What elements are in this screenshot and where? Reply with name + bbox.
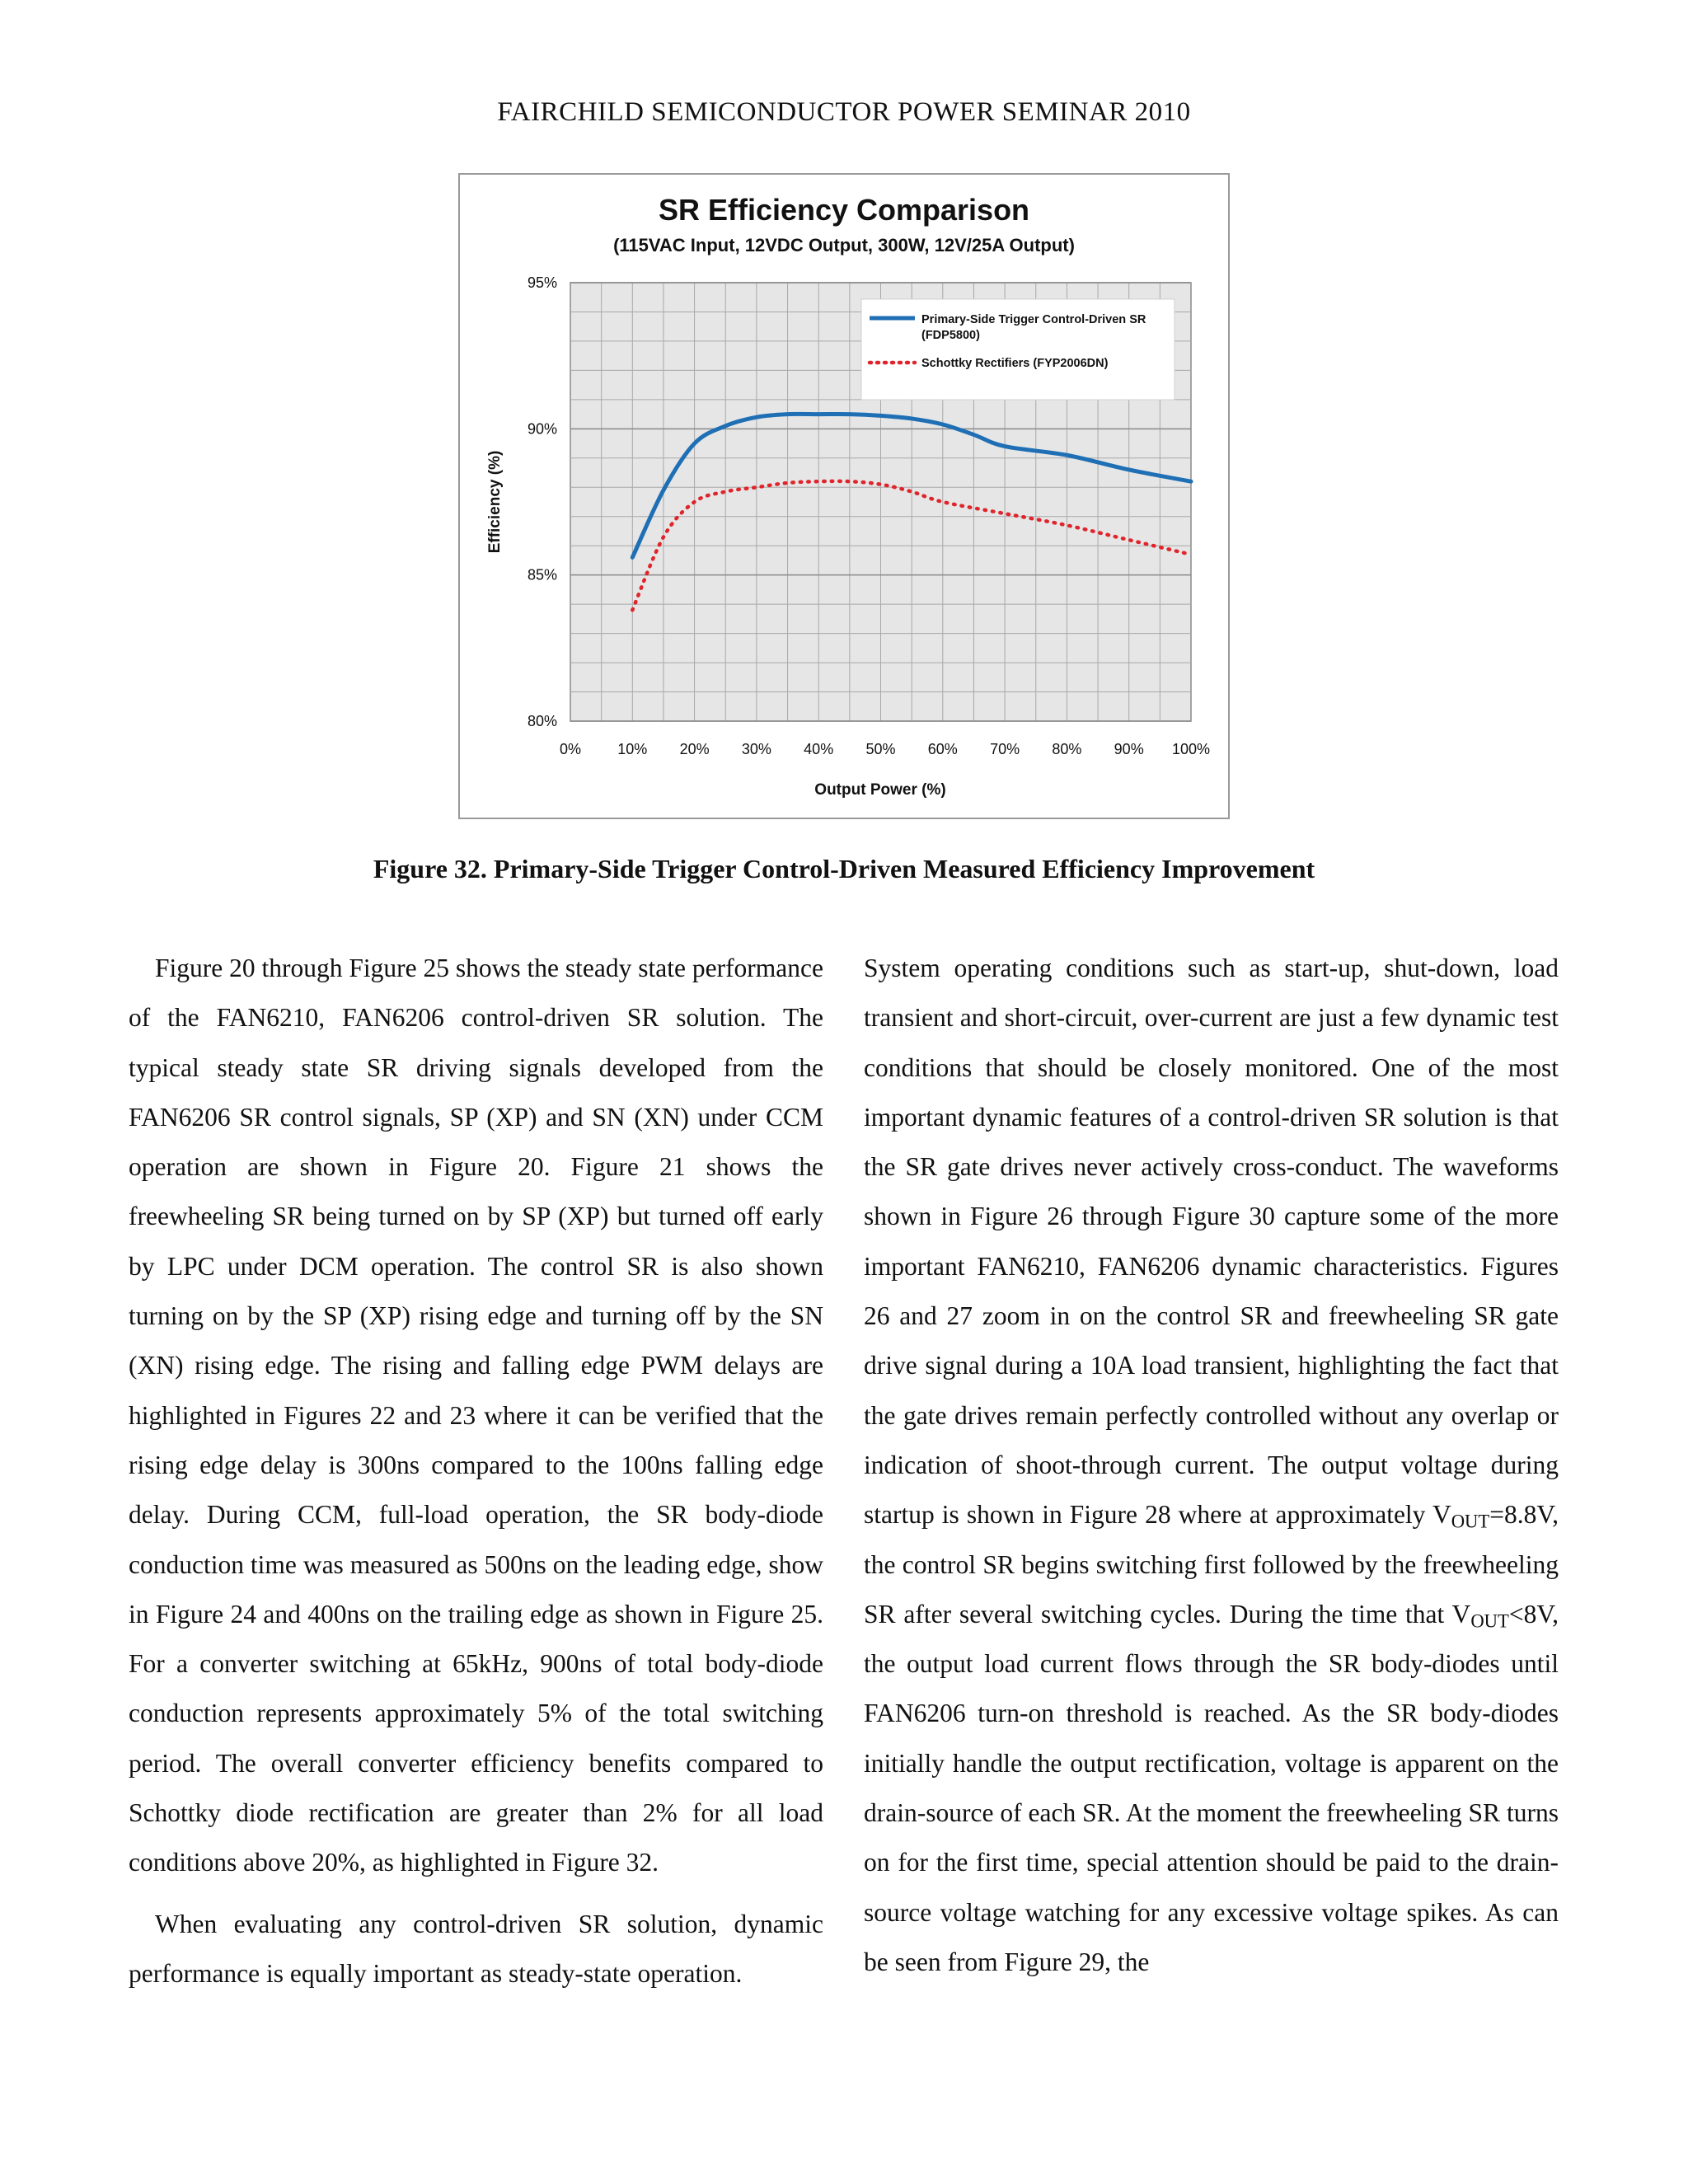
text-segment: System operating conditions such as start-up, shut-down, load transient and short-circuit, over-current are just a few dynamic test conditions that should be closely monitored. One of the most important dynamic features of a control-driven SR solution is that the SR gate drives never actively cross-conduct. The waveforms shown in Figure 26 through Figure 30 capture some of the more important FAN6210, FAN6206 dynamic characteristics. Figures 26 and 27 zoom in on the control SR and freewheeling SR gate drive signal during a 10A load transient, highlighting the fact that the gate drives remain perfectly controlled without any overlap or indication of shoot-through current. The output voltage during startup is shown in Figure 28 where at approximately V [864, 954, 1559, 1530]
x-axis-label: Output Power (%) [814, 781, 946, 799]
y-tick-label: 95% [527, 274, 557, 291]
efficiency-chart-svg [460, 175, 1228, 818]
y-tick-label: 90% [527, 420, 557, 438]
y-tick-label: 85% [527, 566, 557, 583]
x-tick-label: 100% [1171, 741, 1211, 757]
x-tick-label: 0% [559, 741, 582, 757]
x-tick-label: 20% [679, 741, 710, 757]
efficiency-chart [458, 173, 1230, 819]
subscript-out: OUT [1470, 1610, 1509, 1632]
chart-subtitle: (115VAC Input, 12VDC Output, 300W, 12V/25A Output) [613, 235, 1075, 255]
x-tick-label: 50% [865, 741, 896, 757]
body-column-left [129, 944, 823, 1999]
legend-label-schottky: Schottky Rectifiers (FYP2006DN) [921, 357, 1109, 370]
subscript-out: OUT [1451, 1511, 1490, 1532]
body-column-right [864, 944, 1559, 1987]
paragraph: When evaluating any control-driven SR solution, dynamic performance is equally important as steady-state operation. [129, 1909, 823, 1988]
text-segment: <8V, the output load current flows through the SR body-diodes until FAN6206 turn-on threshold is reached. As the SR body-diodes initially handle the output rectification, voltage is apparent on the drain-source of each SR. At the moment the freewheeling SR turns on for the first time, special attention should be paid to the drain-source voltage watching for any excessive voltage spikes. As can be seen from Figure 29, the [864, 1599, 1559, 1976]
x-tick-label: 30% [741, 741, 771, 757]
figure-caption: Figure 32. Primary-Side Trigger Control-Driven Measured Efficiency Improvement [373, 854, 1315, 883]
x-tick-label: 70% [990, 741, 1020, 757]
x-tick-label: 60% [927, 741, 958, 757]
x-tick-label: 90% [1114, 741, 1144, 757]
legend-label-primary-line2: (FDP5800) [921, 329, 980, 342]
chart-title: SR Efficiency Comparison [658, 193, 1030, 227]
x-tick-label: 80% [1052, 741, 1082, 757]
chart-legend [861, 299, 1175, 400]
y-tick-label: 80% [527, 713, 557, 729]
paragraph: Figure 20 through Figure 25 shows the steady state performance of the FAN6210, FAN6206 control-driven SR solution. The typical steady state SR driving signals developed from the FAN6206 SR control signals, SP (XP) and SN (XN) under CCM operation are shown in Figure 20. Figure 21 shows the freewheeling SR being turned on by SP (XP) but turned off early by LPC under DCM operation. The control SR is also shown turning on by the SP (XP) rising edge and turning off by the SN (XN) rising edge. The rising and falling edge PWM delays are highlighted in Figures 22 and 23 where it can be verified that the rising edge delay is 300ns compared to the 100ns falling edge delay. During CCM, full-load operation, the SR body-diode conduction time was measured as 500ns on the leading edge, show in Figure 24 and 400ns on the trailing edge as shown in Figure 25. For a converter switching at 65kHz, 900ns of total body-diode conduction represents approximately 5% of the total switching period. The overall converter efficiency benefits compared to Schottky diode rectification are greater than 2% for all load conditions above 20%, as highlighted in Figure 32. [129, 954, 823, 1877]
text-segment: =8.8V, the control SR begins switching first followed by the freewheeling SR after several switching cycles. During the time that V [864, 1500, 1559, 1629]
legend-label-primary-line1: Primary-Side Trigger Control-Driven SR [921, 313, 1146, 326]
x-tick-label: 40% [804, 741, 834, 757]
page-header: FAIRCHILD SEMICONDUCTOR POWER SEMINAR 2010 [497, 97, 1191, 127]
y-axis-label: Efficiency (%) [486, 450, 504, 554]
x-tick-label: 10% [617, 741, 648, 757]
paragraph [864, 944, 1559, 1987]
